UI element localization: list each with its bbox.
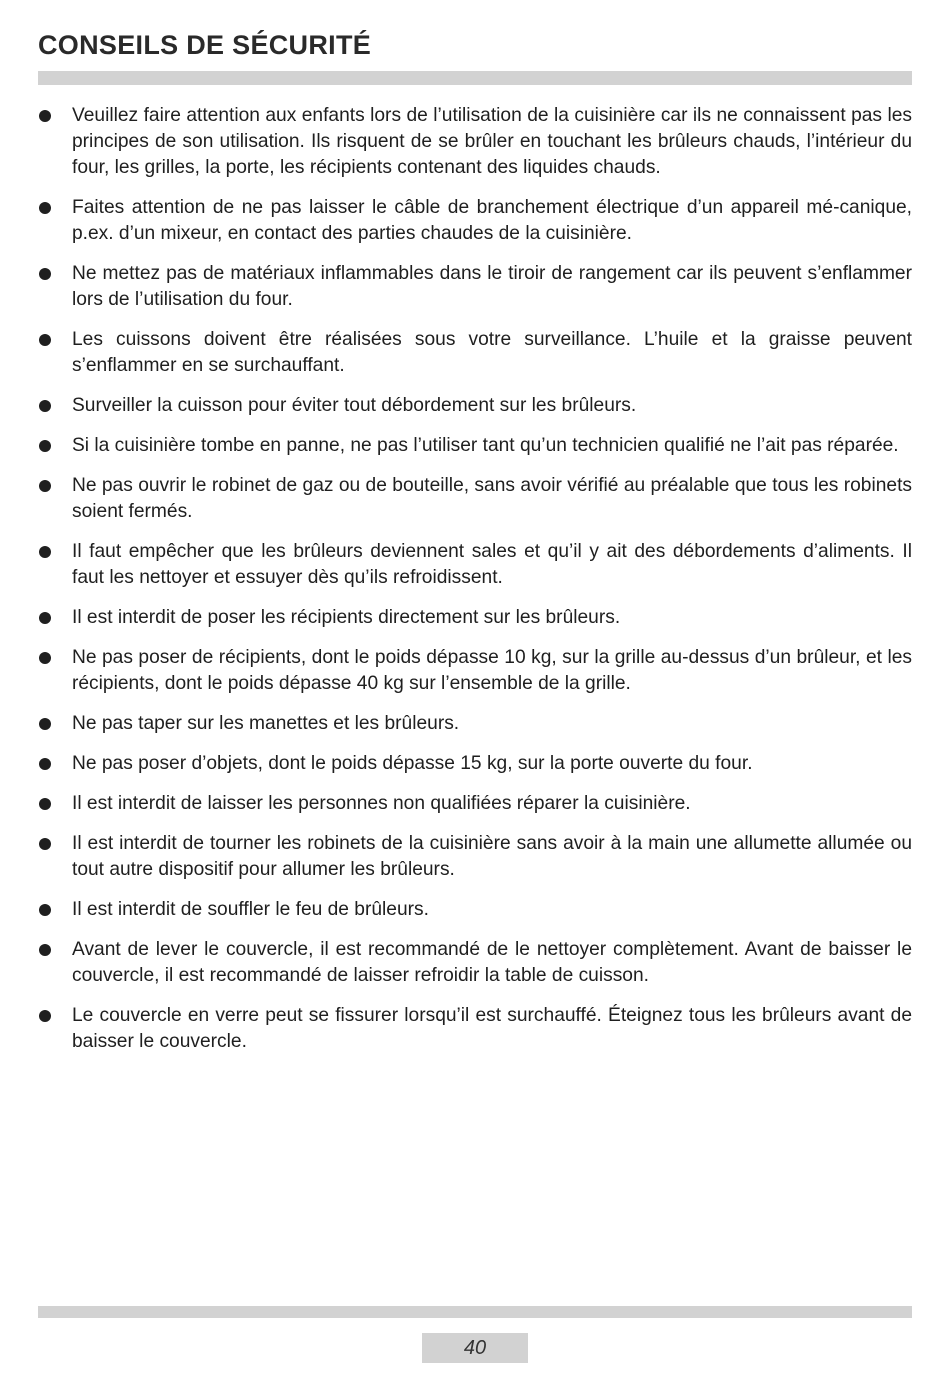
list-item-text: Ne mettez pas de matériaux inflammables dans le tiroir de rangement car ils peuvent s’enflammer lors de l’utilisation du four. (72, 263, 912, 310)
list-item (38, 751, 912, 777)
list-item-text: Le couvercle en verre peut se fissurer lorsqu’il est surchauffé. Éteignez tous les brûleurs avant de baisser le couvercle. (72, 1005, 912, 1052)
bullet-icon (39, 652, 51, 664)
bullet-icon (39, 480, 51, 492)
bullet-icon (39, 440, 51, 452)
bullet-icon (39, 400, 51, 412)
list-item-text: Il faut empêcher que les brûleurs deviennent sales et qu’il y ait des débordements d’aliments. Il faut les nettoyer et essuyer dès qu’ils refroidissent. (72, 541, 912, 588)
bullet-icon (39, 904, 51, 916)
list-item-text: Il est interdit de souffler le feu de brûleurs. (72, 899, 429, 920)
list-item-text: Si la cuisinière tombe en panne, ne pas l’utiliser tant qu’un technicien qualifié ne l’ait pas réparée. (72, 435, 899, 456)
list-item (38, 897, 912, 923)
bullet-icon (39, 1010, 51, 1022)
list-item-text: Il est interdit de laisser les personnes non qualifiées réparer la cuisinière. (72, 793, 691, 814)
page-number-box (422, 1333, 528, 1363)
list-item-text: Ne pas poser de récipients, dont le poids dépasse 10 kg, sur la grille au-dessus d’un brûleur, et les récipients, dont le poids dépasse 40 kg sur l’ensemble de la grille. (72, 647, 912, 694)
list-item-text: Surveiller la cuisson pour éviter tout débordement sur les brûleurs. (72, 395, 637, 416)
list-item (38, 711, 912, 737)
list-item-text: Il est interdit de tourner les robinets de la cuisinière sans avoir à la main une allumette allumée ou tout autre dispositif pour allumer les brûleurs. (72, 833, 912, 880)
list-item-text: Les cuissons doivent être réalisées sous votre surveillance. L’huile et la graisse peuvent s’enflammer en se surchauffant. (72, 329, 912, 376)
list-item (38, 327, 912, 379)
page-number: 40 (463, 1336, 487, 1359)
list-item (38, 605, 912, 631)
bullet-icon (39, 110, 51, 122)
bullet-icon (39, 758, 51, 770)
bullet-icon (39, 334, 51, 346)
bullet-icon (39, 202, 51, 214)
list-item-text: Ne pas ouvrir le robinet de gaz ou de bouteille, sans avoir vérifié au préalable que tous les robinets soient fermés. (72, 475, 912, 522)
bullet-icon (39, 944, 51, 956)
bullet-icon (39, 546, 51, 558)
list-item (38, 937, 912, 989)
bullet-icon (39, 268, 51, 280)
list-item-text: Veuillez faire attention aux enfants lors de l’utilisation de la cuisinière car ils ne connaissent pas les principes de son utilisation. Ils risquent de se brûler en touchant les brûleurs chauds, l’intérieur du four, les grilles, la porte, les récipients contenant des liquides chauds. (72, 105, 912, 178)
list-item (38, 433, 912, 459)
footer-divider (38, 1306, 912, 1318)
safety-tips-list (38, 103, 912, 1069)
list-item-text: Il est interdit de poser les récipients directement sur les brûleurs. (72, 607, 621, 628)
bullet-icon (39, 798, 51, 810)
list-item (38, 791, 912, 817)
list-item (38, 1003, 912, 1055)
list-item (38, 103, 912, 181)
list-item (38, 261, 912, 313)
list-item (38, 393, 912, 419)
list-item (38, 831, 912, 883)
list-item-text: Ne pas poser d’objets, dont le poids dépasse 15 kg, sur la porte ouverte du four. (72, 753, 753, 774)
page-title: CONSEILS DE SÉCURITÉ (38, 30, 372, 60)
bullet-icon (39, 838, 51, 850)
header-divider (38, 71, 912, 85)
bullet-icon (39, 718, 51, 730)
list-item (38, 473, 912, 525)
list-item-text: Faites attention de ne pas laisser le câble de branchement électrique d’un appareil mé-canique, p.ex. d’un mixeur, en contact des parties chaudes de la cuisinière. (72, 197, 912, 244)
list-item (38, 195, 912, 247)
list-item (38, 645, 912, 697)
list-item-text: Avant de lever le couvercle, il est recommandé de le nettoyer complètement. Avant de baisser le couvercle, il est recommandé de laisser refroidir la table de cuisson. (72, 939, 912, 986)
list-item-text: Ne pas taper sur les manettes et les brûleurs. (72, 713, 460, 734)
bullet-icon (39, 612, 51, 624)
list-item (38, 539, 912, 591)
